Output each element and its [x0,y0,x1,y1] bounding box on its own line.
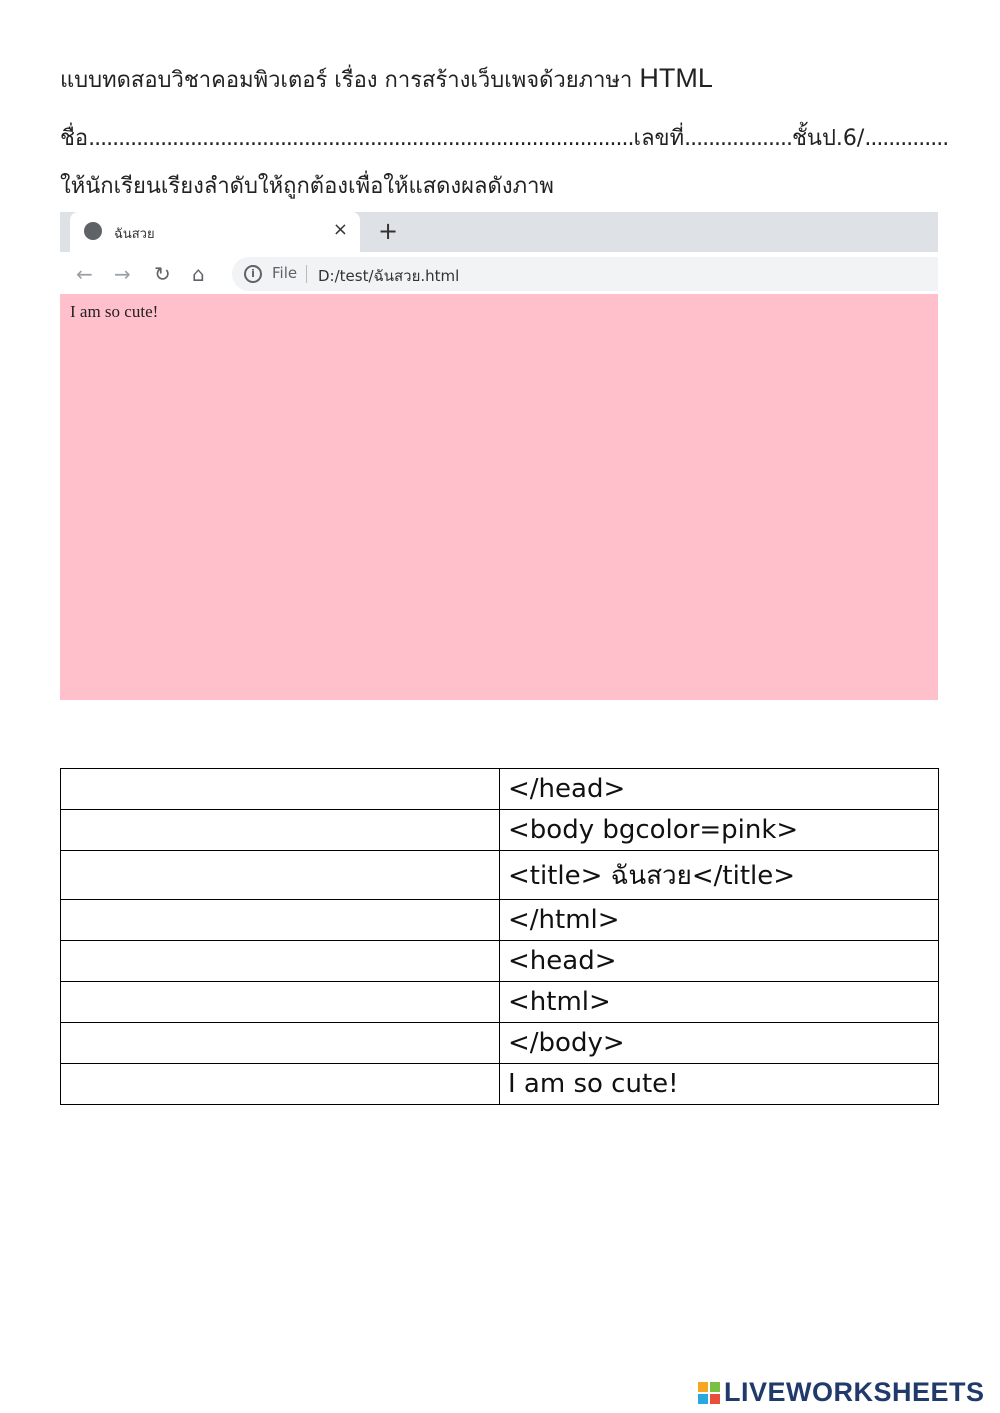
browser-screenshot [60,212,938,700]
table-row [61,941,939,982]
browser-toolbar [60,252,938,294]
globe-icon [84,222,102,240]
code-cell[interactable]: <html> [500,982,939,1023]
browser-viewport [60,294,938,700]
answer-cell[interactable] [61,900,500,941]
student-info-line [60,120,948,155]
code-cell[interactable]: </html> [500,900,939,941]
table-row [61,810,939,851]
logo-text: LIVEWORKSHEETS [724,1377,985,1407]
info-icon: i [244,265,262,283]
code-cell[interactable]: </head> [500,769,939,810]
browser-tab-title: ฉันสวย [114,227,155,242]
code-cell[interactable]: <body bgcolor=pink> [500,810,939,851]
logo-mark-icon [698,1382,720,1404]
code-cell[interactable]: <title> ฉันสวย</title> [500,851,939,900]
number-label: เลขที่ [633,126,685,151]
browser-tab [70,212,360,252]
page-content-text: I am so cute! [70,302,159,321]
new-tab-icon: + [378,217,399,245]
ordering-table [60,768,939,1105]
liveworksheets-logo [698,1377,985,1408]
table-row [61,1023,939,1064]
code-cell[interactable]: I am so cute! [500,1064,939,1105]
address-divider [306,265,307,283]
close-tab-icon: × [332,219,348,240]
browser-tab-bar [60,212,938,252]
name-label: ชื่อ [60,126,89,151]
table-row [61,1064,939,1105]
number-blank[interactable]: .................. [684,126,792,151]
class-blank[interactable]: .............. [864,126,949,151]
forward-arrow-icon: → [114,262,131,286]
table-row [61,769,939,810]
table-row [61,982,939,1023]
worksheet-title-thai: แบบทดสอบวิชาคอมพิวเตอร์ เรื่อง การสร้างเว็บเพจด้วยภาษา [60,68,640,93]
table-row [61,900,939,941]
code-cell[interactable]: </body> [500,1023,939,1064]
answer-cell[interactable] [61,1023,500,1064]
address-bar [232,257,938,291]
instruction-text: ให้นักเรียนเรียงลำดับให้ถูกต้องเพื่อให้แสดงผลดังภาพ [60,174,554,199]
answer-cell[interactable] [61,810,500,851]
answer-cell[interactable] [61,769,500,810]
worksheet-title [60,62,713,97]
table-row [61,851,939,900]
answer-cell[interactable] [61,851,500,900]
answer-cell[interactable] [61,941,500,982]
code-cell[interactable]: <head> [500,941,939,982]
address-url: D:/test/ฉันสวย.html [318,267,460,285]
answer-cell[interactable] [61,982,500,1023]
worksheet-title-html: HTML [639,63,713,93]
answer-cell[interactable] [61,1064,500,1105]
home-icon: ⌂ [192,262,205,286]
reload-icon: ↻ [154,262,171,286]
name-blank[interactable]: ........................................................................................... [88,126,634,151]
class-label: ชั้นป.6/ [791,126,865,151]
file-label: File [272,264,298,282]
back-arrow-icon: ← [76,262,93,286]
